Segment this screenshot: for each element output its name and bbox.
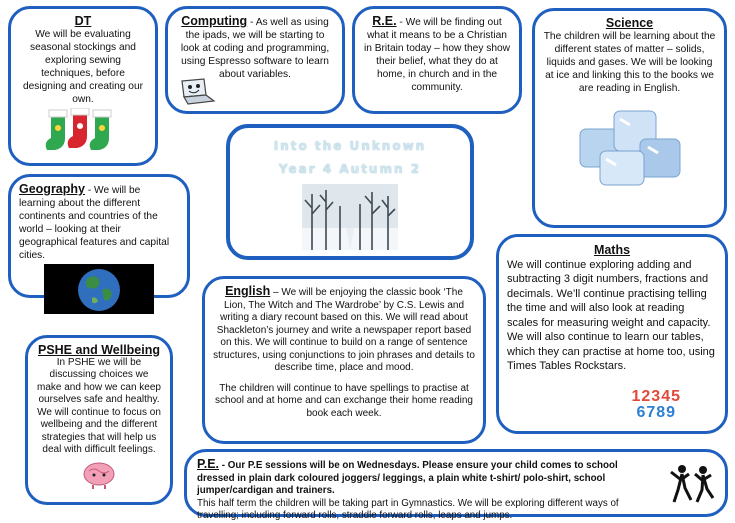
digits-row-1: 12345 [631, 388, 681, 405]
pe-box [184, 449, 728, 521]
dt-box [8, 6, 158, 166]
pshe-text: In PSHE we will be discussing choices we make and how we can keep ourselves safe and healthy. [37, 356, 161, 405]
stockings-image [43, 108, 123, 162]
laptop-icon [176, 77, 218, 105]
pe-bold-text: - Our P.E sessions will be on Wednesdays. Please ensure your child comes to school dressed in plain dark coloured joggers/ leggings, a plain white t-shirt/ polo-shirt, school jumper/cardigan and trainers. [197, 460, 618, 496]
dancing-figures-icon [669, 462, 715, 506]
dt-title: DT [74, 14, 92, 28]
brain-character-image [79, 461, 119, 491]
english-title: English [225, 284, 271, 298]
pe-title: P.E. [197, 457, 220, 471]
ice-cubes-image [570, 99, 690, 189]
computing-text: - As well as using the ipads, we will be starting to look at coding and programming, using Espresso software to learn about variables. [180, 17, 330, 80]
geography-title: Geography [19, 182, 85, 196]
earth-globe-image [44, 264, 154, 314]
pshe-box [25, 335, 173, 505]
pe-text: This half term the children will be taking part in Gymnastics. We will be exploring different ways of travelling; including forward rolls, straddle forward rolls, leaps and jumps. [197, 497, 619, 521]
computing-title: Computing [181, 14, 248, 28]
science-title: Science [605, 16, 654, 30]
snowy-forest-image [302, 184, 398, 250]
center-title-line1: Into the Unknown [273, 139, 427, 153]
english-text: – We will be enjoying the classic book ‘The Lion, The Witch and The Wardrobe’ by C.S. Lewis and writing a diary recount based on this. We will read about Shackleton’s journey and write a newspaper report based on this. We will continue to build on a range of sentence structures, using conjunctions to join phrases and details to describe time, place and mood. [213, 287, 475, 373]
computing-text-block [176, 15, 334, 81]
dt-text: We will be evaluating seasonal stockings and exploring sewing techniques, before designing and creating our own. [22, 29, 144, 105]
re-box [352, 6, 522, 114]
pshe-title: PSHE and Wellbeing [37, 343, 160, 357]
geography-box [8, 174, 190, 298]
center-title-line2: Year 4 Autumn 2 [278, 162, 422, 176]
number-digits-image [632, 389, 682, 421]
re-title: R.E. [372, 14, 397, 28]
maths-text: We will continue exploring adding and subtracting 3 digit numbers, fractions and decimals. We’ll continue practising telling the time and will also look at reading scales for measuring weight and capacity. We will also continue to learn our tables, which they can practise at home too, using Times Tables Rockstars. [507, 258, 715, 372]
computing-box [165, 6, 345, 114]
re-text: - We will be finding out what it means to be a Christian in Britain today – how they show their belief, what they do at home, in church and in the community. [363, 17, 511, 93]
maths-title: Maths [593, 243, 631, 257]
english-box [202, 276, 486, 444]
science-box [532, 8, 727, 228]
center-title-box [226, 124, 474, 260]
digits-row-2: 6789 [636, 404, 677, 421]
pshe-text-2: We will continue to focus on wellbeing and the different strategies that will help us deal with difficult feelings. [37, 406, 161, 455]
science-text: The children will be learning about the different states of matter – solids, liquids and gases. We will be looking at ice and linking this to the books we are reading in English. [543, 31, 716, 94]
english-text-2: The children will continue to have spellings to practise at school and at home and can exchange their home reading book each week. [215, 382, 473, 419]
geography-text: - We will be learning about the different continents and countries of the world – looking at their geographical features and capital cities. [19, 185, 170, 261]
maths-box [496, 234, 728, 434]
